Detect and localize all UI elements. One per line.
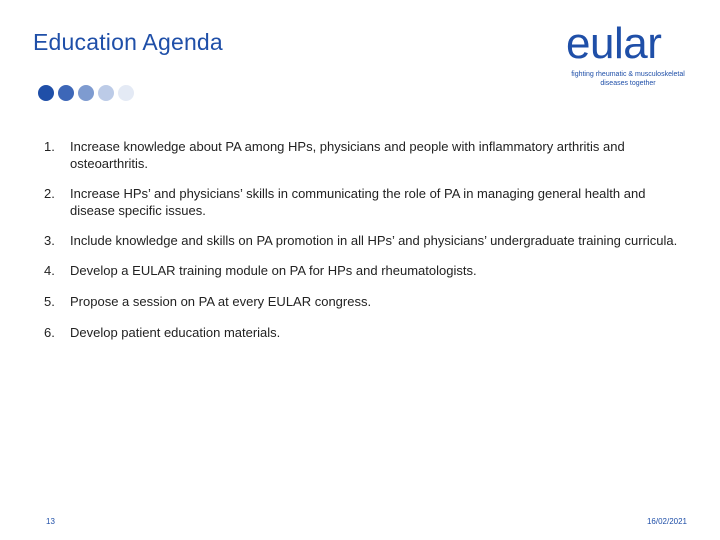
agenda-item-number: 1.	[44, 139, 55, 154]
agenda-item-text: Increase HPs’ and physicians’ skills in communicating the role of PA in managing general health and disease specific issues.	[70, 186, 646, 218]
agenda-item	[44, 232, 684, 249]
dot-1	[38, 85, 54, 101]
agenda-item-text: Include knowledge and skills on PA promotion in all HPs’ and physicians’ undergraduate training curricula.	[70, 233, 678, 248]
logo-tagline-line2: diseases together	[600, 80, 656, 87]
agenda-item	[44, 324, 684, 341]
dot-3	[78, 85, 94, 101]
agenda-item-number: 6.	[44, 325, 55, 340]
decorative-dots	[38, 85, 134, 101]
dot-4	[98, 85, 114, 101]
agenda-item-number: 2.	[44, 186, 55, 201]
logo-tagline-line1: fighting rheumatic & musculoskeletal	[571, 71, 685, 78]
agenda-item-text: Develop patient education materials.	[70, 325, 281, 340]
agenda-item	[44, 138, 684, 172]
slide-title: Education Agenda	[33, 29, 223, 55]
agenda-item-number: 4.	[44, 263, 55, 278]
dot-2	[58, 85, 74, 101]
logo-tagline	[566, 70, 690, 88]
agenda-item-number: 3.	[44, 233, 55, 248]
agenda-item-text: Propose a session on PA at every EULAR congress.	[70, 294, 372, 309]
agenda-item-text: Develop a EULAR training module on PA for HPs and rheumatologists.	[70, 263, 477, 278]
agenda-list	[44, 138, 684, 341]
agenda-item-number: 5.	[44, 294, 55, 309]
logo-word: eular	[566, 19, 662, 68]
footer-date: 16/02/2021	[646, 517, 687, 526]
agenda-item	[44, 185, 684, 219]
dot-5	[118, 85, 134, 101]
agenda-item	[44, 262, 684, 279]
agenda-item	[44, 293, 684, 310]
page-number: 13	[46, 517, 55, 526]
agenda-item-text: Increase knowledge about PA among HPs, physicians and people with inflammatory arthritis and osteoarthritis.	[70, 139, 625, 171]
eular-logo	[566, 19, 706, 88]
